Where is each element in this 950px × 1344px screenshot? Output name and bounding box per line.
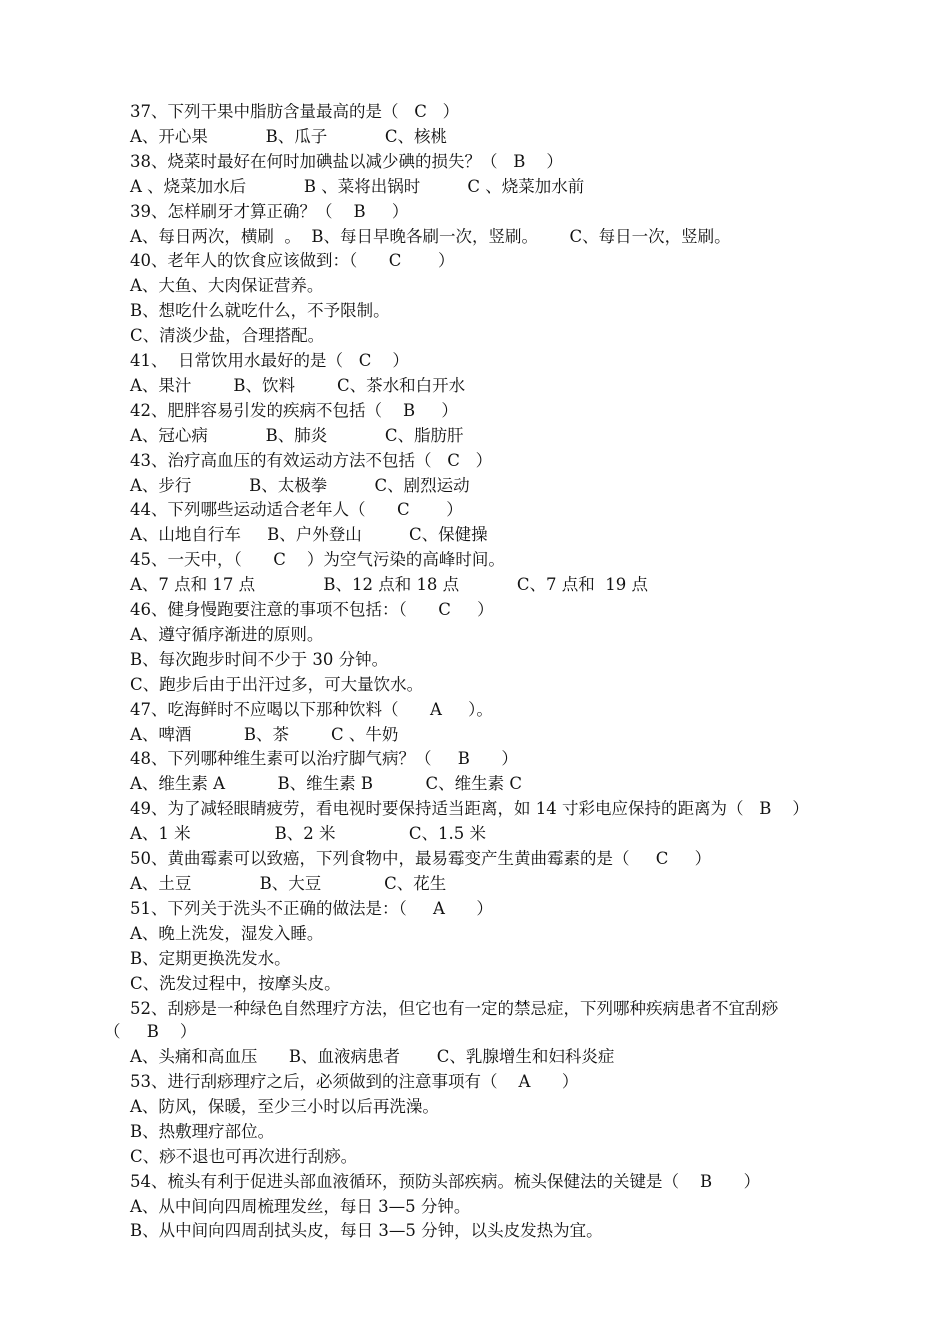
- options-39: A、每日两次，横刷 。 B、每日早晚各刷一次，竖刷。 C、每日一次，竖刷。: [130, 227, 731, 246]
- question-41: 41、 日常饮用水最好的是（ C ）: [130, 351, 409, 370]
- question-47: 47、吃海鲜时不应喝以下那种饮料（ A ）。: [130, 700, 493, 719]
- question-44: 44、下列哪些运动适合老年人（ C ）: [130, 500, 463, 519]
- option-54-a: A、从中间向四周梳理发丝，每日 3—5 分钟。: [130, 1197, 471, 1216]
- option-54-b: B、从中间向四周刮拭头皮，每日 3—5 分钟，以头皮发热为宜。: [130, 1221, 603, 1240]
- question-42: 42、肥胖容易引发的疾病不包括（ B ）: [130, 401, 458, 420]
- option-53-b: B、热敷理疗部位。: [130, 1122, 275, 1141]
- options-43: A、步行 B、太极拳 C、剧烈运动: [130, 476, 470, 495]
- question-39: 39、怎样刷牙才算正确？（ B ）: [130, 202, 409, 221]
- options-49: A、1 米 B、2 米 C、1.5 米: [130, 824, 486, 843]
- question-38: 38、烧菜时最好在何时加碘盐以减少碘的损失？（ B ）: [130, 152, 563, 171]
- options-42: A、冠心病 B、肺炎 C、脂肪肝: [130, 426, 464, 445]
- option-53-a: A、防风，保暖，至少三小时以后再洗澡。: [130, 1097, 439, 1116]
- options-45: A、7 点和 17 点 B、12 点和 18 点 C、7 点和 19 点: [130, 575, 648, 594]
- options-47: A、啤酒 B、茶 C 、牛奶: [130, 725, 399, 744]
- option-46-a: A、遵守循序渐进的原则。: [130, 625, 324, 644]
- option-40-b: B、想吃什么就吃什么，不予限制。: [130, 301, 390, 320]
- option-51-b: B、定期更换洗发水。: [130, 949, 291, 968]
- options-52: A、头痛和高血压 B、血液病患者 C、乳腺增生和妇科炎症: [130, 1047, 615, 1066]
- options-48: A、维生素 A B、维生素 B C、维生素 C: [130, 774, 522, 793]
- question-45: 45、一天中，（ C ）为空气污染的高峰时间。: [130, 550, 505, 569]
- question-52-answer: （ B ）: [104, 1022, 197, 1041]
- option-51-c: C、洗发过程中，按摩头皮。: [130, 974, 341, 993]
- option-40-a: A、大鱼、大肉保证营养。: [130, 276, 324, 295]
- question-51: 51、下列关于洗头不正确的做法是：（ A ）: [130, 899, 493, 918]
- question-53: 53、进行刮痧理疗之后，必须做到的注意事项有（ A ）: [130, 1072, 579, 1091]
- question-46: 46、健身慢跑要注意的事项不包括：（ C ）: [130, 600, 494, 619]
- option-51-a: A、晚上洗发，湿发入睡。: [130, 924, 324, 943]
- options-41: A、果汁 B、饮料 C、茶水和白开水: [130, 376, 466, 395]
- question-37: 37、下列干果中脂肪含量最高的是（ C ）: [130, 102, 460, 121]
- options-38: A 、烧菜加水后 B 、菜将出锅时 C 、烧菜加水前: [130, 177, 585, 196]
- options-44: A、山地自行车 B、户外登山 C、保健操: [130, 525, 488, 544]
- question-50: 50、黄曲霉素可以致癌，下列食物中，最易霉变产生黄曲霉素的是（ C ）: [130, 849, 712, 868]
- question-49: 49、为了减轻眼睛疲劳，看电视时要保持适当距离，如 14 寸彩电应保持的距离为（ B ）: [130, 799, 809, 818]
- option-40-c: C、清淡少盐，合理搭配。: [130, 326, 325, 345]
- options-50: A、土豆 B、大豆 C、花生: [130, 874, 447, 893]
- options-37: A、开心果 B、瓜子 C、核桃: [130, 127, 448, 146]
- option-53-c: C、痧不退也可再次进行刮痧。: [130, 1147, 358, 1166]
- question-40: 40、老年人的饮食应该做到：（ C ）: [130, 251, 455, 270]
- option-46-c: C、跑步后由于出汗过多，可大量饮水。: [130, 675, 424, 694]
- option-46-b: B、每次跑步时间不少于 30 分钟。: [130, 650, 389, 669]
- question-48: 48、下列哪种维生素可以治疗脚气病？（ B ）: [130, 749, 518, 768]
- question-52: 52、刮痧是一种绿色自然理疗方法，但它也有一定的禁忌症，下列哪种疾病患者不宜刮痧: [130, 999, 778, 1018]
- question-54: 54、梳头有利于促进头部血液循环，预防头部疾病。梳头保健法的关键是（ B ）: [130, 1172, 761, 1191]
- question-43: 43、治疗高血压的有效运动方法不包括（ C ）: [130, 451, 493, 470]
